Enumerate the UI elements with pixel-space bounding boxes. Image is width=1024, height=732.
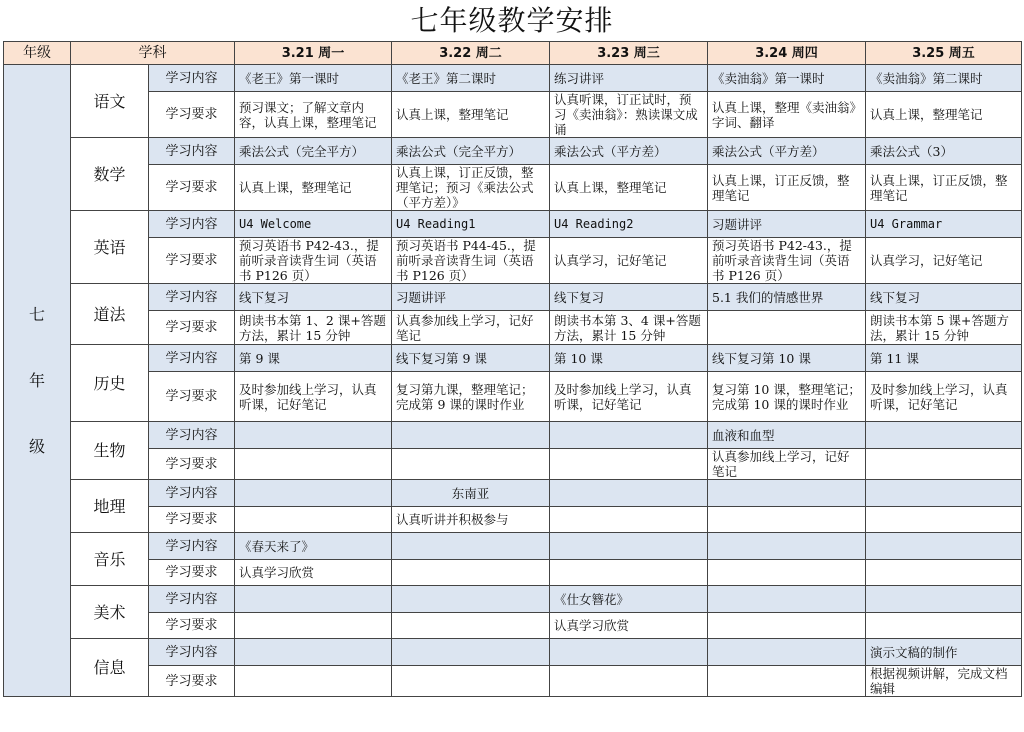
row-type-label: 学习内容 [149,533,235,560]
row-type-label: 学习内容 [149,138,235,165]
subject-requirement-row [4,92,1022,138]
day-header: 3.25 周五 [866,42,1022,65]
content-cell [708,480,866,507]
content-cell [550,533,708,560]
content-cell: 演示文稿的制作 [866,639,1022,666]
requirement-cell: 复习第九课，整理笔记；完成第 9 课的课时作业 [392,372,550,422]
subject-content-row [4,284,1022,311]
requirement-cell [392,666,550,697]
requirement-cell [235,666,392,697]
content-cell [866,480,1022,507]
subject-requirement-row [4,449,1022,480]
subject-requirement-row [4,165,1022,211]
content-cell: 东南亚 [392,480,550,507]
content-cell [392,586,550,613]
requirement-cell: 朗读书本第 5 课+答题方法，累计 15 分钟 [866,311,1022,345]
content-cell: 《春天来了》 [235,533,392,560]
grade-char: 年 [28,370,45,390]
row-type-label: 学习内容 [149,639,235,666]
requirement-cell: 认真听课，订正试时，预习《卖油翁》：熟读课文成诵 [550,92,708,138]
content-cell: 《老王》第一课时 [235,65,392,92]
subject-requirement-row [4,311,1022,345]
row-type-label: 学习内容 [149,480,235,507]
content-cell [235,480,392,507]
row-type-label: 学习要求 [149,238,235,284]
subject-requirement-row [4,507,1022,533]
grade-char: 七 [28,304,45,324]
row-type-label: 学习要求 [149,165,235,211]
requirement-cell: 认真上课，订正反馈，整理笔记 [708,165,866,211]
content-cell: 线下复习 [235,284,392,311]
subject-content-row [4,345,1022,372]
requirement-cell: 朗读书本第 1、2 课+答题方法，累计 15 分钟 [235,311,392,345]
requirement-cell: 认真参加线上学习，记好笔记 [708,449,866,480]
header-row [4,42,1022,65]
content-cell: U4 Welcome [235,211,392,238]
requirement-cell [866,449,1022,480]
content-cell [866,422,1022,449]
content-cell: 习题讲评 [392,284,550,311]
requirement-cell: 认真上课，整理笔记 [550,165,708,211]
subject-name: 生物 [71,422,149,480]
subject-content-row [4,586,1022,613]
subject-content-row [4,639,1022,666]
content-cell [235,639,392,666]
content-cell: U4 Grammar [866,211,1022,238]
page-title: 七年级教学安排 [410,4,614,37]
requirement-cell [550,449,708,480]
row-type-label: 学习要求 [149,372,235,422]
requirement-cell [550,507,708,533]
requirement-cell: 认真上课，整理笔记 [392,92,550,138]
content-cell: 乘法公式（平方差） [550,138,708,165]
requirement-cell [550,560,708,586]
row-type-label: 学习内容 [149,345,235,372]
content-cell: 线下复习第 10 课 [708,345,866,372]
requirement-cell [550,666,708,697]
content-cell: 线下复习 [866,284,1022,311]
requirement-cell: 认真参加线上学习，记好笔记 [392,311,550,345]
requirement-cell [708,311,866,345]
grade-char: 级 [28,436,45,456]
content-cell: 血液和血型 [708,422,866,449]
requirement-cell: 认真上课，整理笔记 [866,92,1022,138]
requirement-cell: 预习英语书 P42-43.，提前听录音读背生词（英语书 P126 页） [708,238,866,284]
content-cell: 习题讲评 [708,211,866,238]
content-cell: 《老王》第二课时 [392,65,550,92]
content-cell: 《卖油翁》第二课时 [866,65,1022,92]
requirement-cell: 预习英语书 P42-43.，提前听录音读背生词（英语书 P126 页） [235,238,392,284]
content-cell [392,639,550,666]
requirement-cell: 预习课文；了解文章内容，认真上课，整理笔记 [235,92,392,138]
content-cell: 乘法公式（平方差） [708,138,866,165]
requirement-cell [866,507,1022,533]
day-header: 3.24 周四 [708,42,866,65]
requirement-cell: 认真听讲并积极参与 [392,507,550,533]
row-type-label: 学习要求 [149,613,235,639]
requirement-cell: 根据视频讲解，完成文档编辑 [866,666,1022,697]
requirement-cell: 及时参加线上学习，认真听课，记好笔记 [235,372,392,422]
requirement-cell [708,507,866,533]
subject-content-row [4,65,1022,92]
requirement-cell [708,666,866,697]
content-cell [235,586,392,613]
grade-cell [4,65,71,697]
subject-name: 音乐 [71,533,149,586]
row-type-label: 学习要求 [149,666,235,697]
content-cell: 练习讲评 [550,65,708,92]
requirement-cell [392,560,550,586]
subject-name: 道法 [71,284,149,345]
subject-name: 语文 [71,65,149,138]
row-type-label: 学习内容 [149,284,235,311]
requirement-cell: 及时参加线上学习，认真听课，记好笔记 [866,372,1022,422]
requirement-cell [235,613,392,639]
content-cell [235,422,392,449]
subject-name: 地理 [71,480,149,533]
grade-header: 年级 [4,42,71,65]
subject-header: 学科 [71,42,235,65]
subject-requirement-row [4,238,1022,284]
content-cell: 《仕女簪花》 [550,586,708,613]
subject-content-row [4,422,1022,449]
row-type-label: 学习要求 [149,449,235,480]
requirement-cell [866,613,1022,639]
content-cell [550,422,708,449]
content-cell: 第 10 课 [550,345,708,372]
requirement-cell: 认真上课，整理笔记 [235,165,392,211]
subject-content-row [4,533,1022,560]
content-cell [392,422,550,449]
subject-requirement-row [4,666,1022,697]
subject-name: 美术 [71,586,149,639]
requirement-cell [392,613,550,639]
subject-content-row [4,480,1022,507]
schedule-table [3,41,1022,697]
subject-name: 历史 [71,345,149,422]
content-cell [708,639,866,666]
subject-name: 信息 [71,639,149,697]
content-cell: 第 9 课 [235,345,392,372]
subject-content-row [4,138,1022,165]
row-type-label: 学习内容 [149,586,235,613]
content-cell: 线下复习 [550,284,708,311]
subject-name: 英语 [71,211,149,284]
day-header: 3.23 周三 [550,42,708,65]
requirement-cell: 复习第 10 课，整理笔记；完成第 10 课的课时作业 [708,372,866,422]
requirement-cell: 认真学习欣赏 [550,613,708,639]
content-cell [392,533,550,560]
requirement-cell: 认真学习欣赏 [235,560,392,586]
row-type-label: 学习要求 [149,560,235,586]
content-cell: 5.1 我们的情感世界 [708,284,866,311]
requirement-cell [235,449,392,480]
subject-requirement-row [4,613,1022,639]
content-cell: 第 11 课 [866,345,1022,372]
requirement-cell: 认真上课，整理《卖油翁》字词、翻译 [708,92,866,138]
requirement-cell: 及时参加线上学习，认真听课，记好笔记 [550,372,708,422]
content-cell: U4 Reading1 [392,211,550,238]
requirement-cell: 认真上课，订正反馈，整理笔记；预习《乘法公式（平方差）》 [392,165,550,211]
requirement-cell [235,507,392,533]
content-cell [550,480,708,507]
content-cell [708,533,866,560]
row-type-label: 学习要求 [149,311,235,345]
subject-requirement-row [4,372,1022,422]
row-type-label: 学习内容 [149,65,235,92]
content-cell: 乘法公式（完全平方） [235,138,392,165]
requirement-cell: 认真学习，记好笔记 [550,238,708,284]
content-cell: 乘法公式（完全平方） [392,138,550,165]
content-cell: 乘法公式（3） [866,138,1022,165]
subject-name: 数学 [71,138,149,211]
requirement-cell [392,449,550,480]
content-cell [550,639,708,666]
content-cell: 线下复习第 9 课 [392,345,550,372]
content-cell [866,586,1022,613]
requirement-cell: 认真上课，订正反馈，整理笔记 [866,165,1022,211]
requirement-cell: 预习英语书 P44-45.，提前听录音读背生词（英语书 P126 页） [392,238,550,284]
day-header: 3.21 周一 [235,42,392,65]
requirement-cell: 朗读书本第 3、4 课+答题方法，累计 15 分钟 [550,311,708,345]
subject-content-row [4,211,1022,238]
row-type-label: 学习内容 [149,422,235,449]
content-cell: 《卖油翁》第一课时 [708,65,866,92]
row-type-label: 学习要求 [149,92,235,138]
requirement-cell [708,560,866,586]
requirement-cell [866,560,1022,586]
requirement-cell [708,613,866,639]
row-type-label: 学习内容 [149,211,235,238]
content-cell [866,533,1022,560]
day-header: 3.22 周二 [392,42,550,65]
content-cell [708,586,866,613]
requirement-cell: 认真学习，记好笔记 [866,238,1022,284]
subject-requirement-row [4,560,1022,586]
content-cell: U4 Reading2 [550,211,708,238]
row-type-label: 学习要求 [149,507,235,533]
